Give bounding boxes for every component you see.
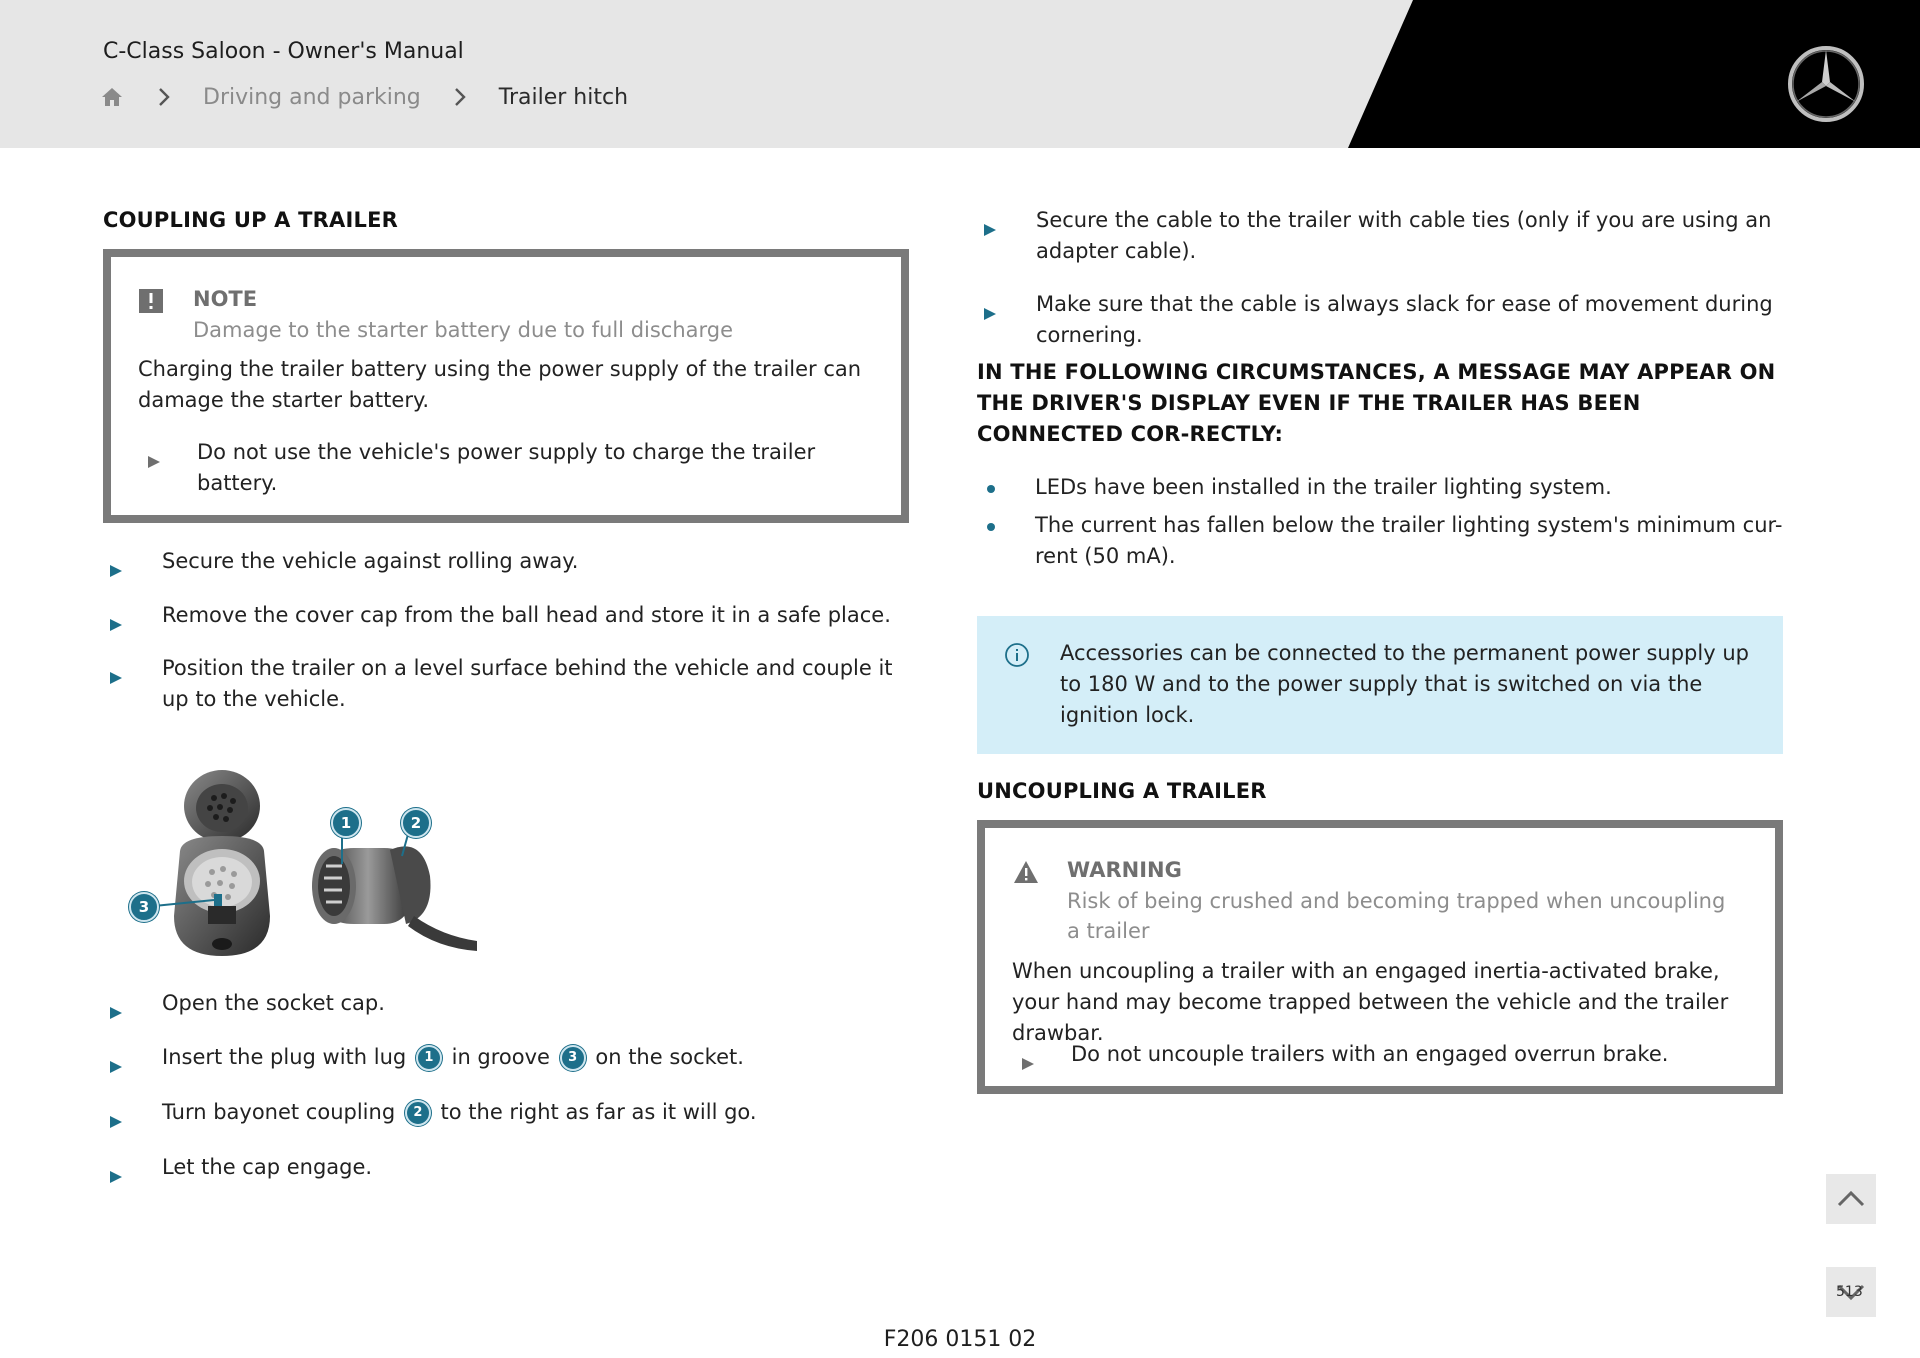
triangle-right-icon (109, 556, 123, 587)
triangle-right-icon (109, 1107, 123, 1138)
callout-3: 3 (129, 892, 159, 922)
info-icon (1004, 642, 1030, 668)
step-text: Position the trailer on a level surface behind the vehicle and couple it up to the vehicle. (162, 656, 893, 711)
callout-1: 1 (416, 1045, 442, 1071)
triangle-right-icon (109, 610, 123, 641)
section-title-coupling: COUPLING UP A TRAILER (103, 208, 399, 232)
warning-label: WARNING (1067, 858, 1182, 882)
warning-body: When uncoupling a trailer with an engaged inertia-activated brake, your hand may become trapped between the vehicle and the trailer drawbar. (1012, 959, 1729, 1045)
bullet-dot (987, 485, 995, 493)
step-text: Turn bayonet coupling (162, 1100, 396, 1124)
document-title: C-Class Saloon - Owner's Manual (103, 39, 464, 64)
figure-code: F206 0151 02 (883, 1327, 1037, 1352)
step-text: in groove (451, 1045, 550, 1069)
step-text: on the socket. (595, 1045, 744, 1069)
callout-1: 1 (331, 808, 361, 838)
note-label: NOTE (193, 287, 258, 311)
step-text: Remove the cover cap from the ball head and store it in a safe place. (162, 603, 891, 627)
triangle-right-icon (109, 1162, 123, 1193)
chevron-right-icon (447, 84, 473, 110)
note-box (103, 249, 909, 523)
note-subtitle: Damage to the starter battery due to full discharge (193, 318, 734, 342)
triangle-right-icon (109, 1052, 123, 1083)
bullet-leds-installed (977, 472, 1783, 503)
step-text: Make sure that the cable is always slack for ease of movement during cornering. (1036, 292, 1773, 347)
header-bar (0, 0, 1920, 148)
mercedes-star-logo (1786, 44, 1866, 124)
triangle-right-icon (1021, 1049, 1035, 1080)
info-text: Accessories can be connected to the permanent power supply up to 180 W and to the power supply that is switched on via the ignition lock. (1060, 641, 1749, 727)
step-remove-cover-cap (103, 600, 909, 631)
step-secure-cable (977, 205, 1783, 267)
callout-2: 2 (405, 1100, 431, 1126)
breadcrumb-link-driving-and-parking[interactable]: Driving and parking (203, 84, 421, 110)
warning-triangle-icon (1013, 860, 1037, 884)
step-text: Secure the vehicle against rolling away. (162, 549, 579, 573)
callout-2: 2 (401, 808, 431, 838)
triangle-right-icon (147, 447, 161, 478)
step-insert-plug (103, 1042, 909, 1073)
step-text: Open the socket cap. (162, 991, 385, 1015)
bullet-text: The current has fallen below the trailer lighting system's minimum cur-rent (50 mA). (1035, 513, 1783, 568)
exclamation-icon (139, 289, 163, 313)
section-title-uncoupling: UNCOUPLING A TRAILER (977, 779, 1267, 803)
bullet-current-fallen (977, 510, 1783, 572)
bullet-dot (987, 523, 995, 531)
note-step (138, 437, 877, 499)
scroll-up-button[interactable] (1826, 1174, 1876, 1224)
breadcrumb (101, 82, 628, 112)
triangle-right-icon (109, 663, 123, 694)
warning-step-text: Do not uncouple trailers with an engaged overrun brake. (1071, 1042, 1669, 1066)
step-turn-bayonet (103, 1097, 909, 1128)
step-open-socket-cap (103, 988, 909, 1019)
step-text: Let the cap engage. (162, 1155, 373, 1179)
breadcrumb-current-trailer-hitch: Trailer hitch (498, 84, 629, 110)
chevron-up-icon (1826, 1174, 1876, 1224)
warning-subtitle: Risk of being crushed and becoming trapped when uncoupling a trailer (1067, 889, 1726, 943)
step-secure-vehicle (103, 546, 909, 577)
home-icon[interactable] (101, 85, 125, 109)
triangle-right-icon (983, 215, 997, 246)
info-box (977, 616, 1783, 754)
step-position-trailer (103, 653, 909, 715)
triangle-right-icon (983, 299, 997, 330)
chevron-right-icon (151, 84, 177, 110)
socket-plug-illustration (122, 766, 482, 961)
section-title-circumstances: IN THE FOLLOWING CIRCUMSTANCES, A MESSAGE MAY APPEAR ON THE DRIVER'S DISPLAY EVEN IF THE TRAILER HAS BEEN CONNECTED COR-RECTLY: (977, 360, 1776, 446)
step-let-cap-engage (103, 1152, 909, 1183)
header-black-panel (0, 0, 1920, 148)
triangle-right-icon (109, 998, 123, 1029)
note-step-text: Do not use the vehicle's power supply to charge the trailer battery. (197, 440, 816, 495)
note-body: Charging the trailer battery using the power supply of the trailer can damage the starter battery. (138, 357, 862, 412)
step-text: Secure the cable to the trailer with cable ties (only if you are using an adapter cable). (1036, 208, 1772, 263)
warning-box (977, 820, 1783, 1094)
callout-3: 3 (560, 1045, 586, 1071)
step-text: Insert the plug with lug (162, 1045, 407, 1069)
step-text: to the right as far as it will go. (440, 1100, 757, 1124)
page-number: 513 (1836, 1284, 1863, 1300)
warning-step (1012, 1039, 1751, 1070)
bullet-text: LEDs have been installed in the trailer lighting system. (1035, 475, 1612, 499)
step-cable-slack (977, 289, 1783, 351)
